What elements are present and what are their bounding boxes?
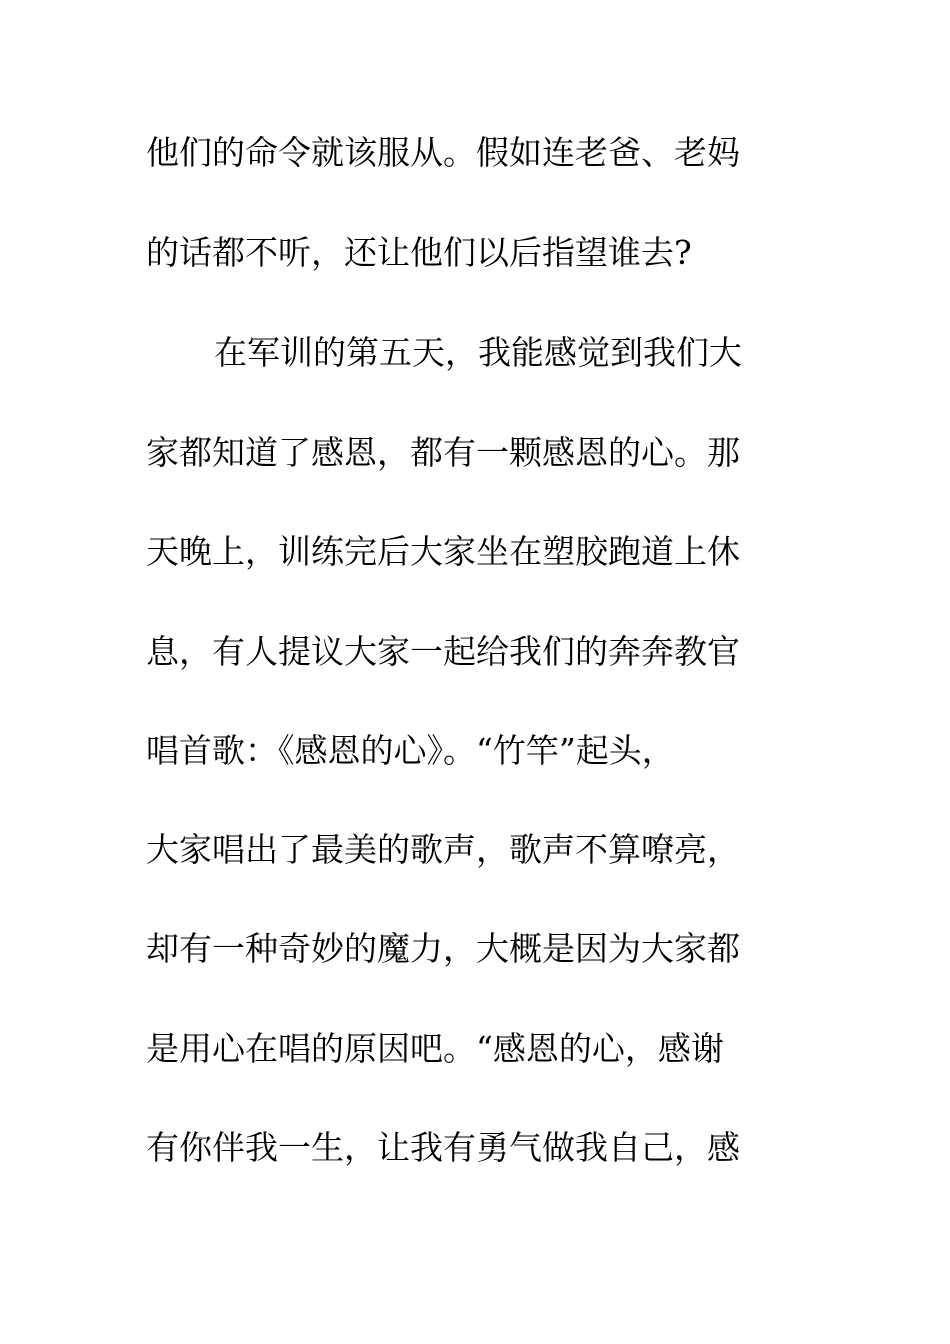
text-line-6: 息，有人提议大家一起给我们的奔奔教官: [146, 632, 740, 671]
text-line-8: 大家唱出了最美的歌声，歌声不算嘹亮，: [146, 830, 740, 869]
text-line-7: 唱首歌：《感恩的心》。“竹竿”起头，: [146, 731, 675, 770]
text-line-3-paragraph-start: 在军训的第五天，我能感觉到我们大: [214, 333, 742, 372]
text-line-10: 是用心在唱的原因吧。“感恩的心，感谢: [146, 1029, 724, 1068]
text-line-5: 天晚上，训练完后大家坐在塑胶跑道上休: [146, 532, 740, 571]
text-line-11: 有你伴我一生，让我有勇气做我自己，感: [146, 1128, 740, 1167]
text-line-4: 家都知道了感恩，都有一颗感恩的心。那: [146, 433, 740, 472]
text-line-9: 却有一种奇妙的魔力，大概是因为大家都: [146, 929, 740, 968]
text-line-1: 他们的命令就该服从。假如连老爸、老妈: [146, 133, 740, 172]
text-line-2: 的话都不听，还让他们以后指望谁去?: [146, 233, 692, 272]
